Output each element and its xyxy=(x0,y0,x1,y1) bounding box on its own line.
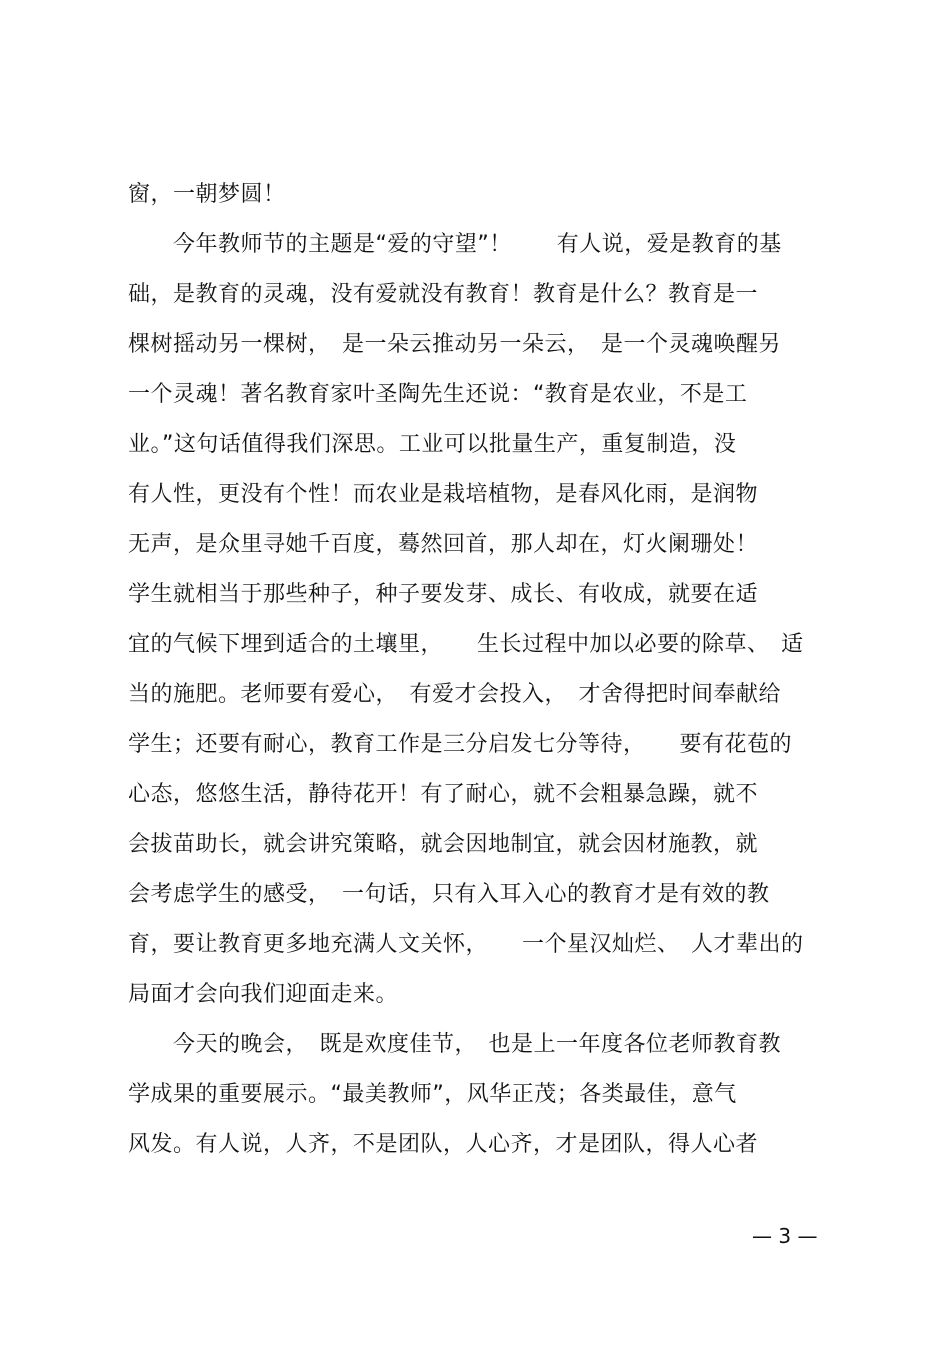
text-line: 窗，一朝梦圆！ xyxy=(128,182,286,207)
text-line: 学生；还要有耐心，教育工作是三分启发七分等待， 要有花苞的 xyxy=(128,732,793,757)
text-line: 会拔苗助长，就会讲究策略，就会因地制宜，就会因材施教，就 xyxy=(128,832,759,857)
text-line: 育，要让教育更多地充满人文关怀， 一个星汉灿烂、 人才辈出的 xyxy=(128,932,804,957)
text-line: 础，是教育的灵魂，没有爱就没有教育！教育是什么？教育是一 xyxy=(128,282,759,307)
page-number: — 3 — xyxy=(752,1224,818,1248)
text-line: 心态，悠悠生活，静待花开！有了耐心，就不会粗暴急躁，就不 xyxy=(128,782,759,807)
text-line: 今天的晚会， 既是欢度佳节， 也是上一年度各位老师教育教 xyxy=(128,1032,782,1057)
text-line: 学成果的重要展示。“最美教师”，风华正茂；各类最佳，意气 xyxy=(128,1082,737,1107)
text-line: 宜的气候下埋到适合的土壤里， 生长过程中加以必要的除草、 适 xyxy=(128,632,804,657)
text-line: 无声，是众里寻她千百度，蓦然回首，那人却在，灯火阑珊处！ xyxy=(128,532,759,557)
text-line: 有人性，更没有个性！而农业是栽培植物，是春风化雨，是润物 xyxy=(128,482,759,507)
text-line: 今年教师节的主题是“爱的守望”！ 有人说，爱是教育的基 xyxy=(128,232,782,257)
text-line: 学生就相当于那些种子，种子要发芽、成长、有收成，就要在适 xyxy=(128,582,759,607)
text-line: 一个灵魂！著名教育家叶圣陶先生还说：“教育是农业，不是工 xyxy=(128,382,748,407)
text-line: 风发。有人说，人齐，不是团队，人心齐，才是团队，得人心者 xyxy=(128,1132,759,1157)
text-line: 棵树摇动另一棵树， 是一朵云推动另一朵云， 是一个灵魂唤醒另 xyxy=(128,332,782,357)
text-line: 会考虑学生的感受， 一句话，只有入耳入心的教育才是有效的教 xyxy=(128,882,770,907)
text-line: 当的施肥。老师要有爱心， 有爱才会投入， 才舍得把时间奉献给 xyxy=(128,682,782,707)
text-line: 业。”这句话值得我们深思。工业可以批量生产，重复制造，没 xyxy=(128,432,737,457)
text-line: 局面才会向我们迎面走来。 xyxy=(128,982,399,1007)
